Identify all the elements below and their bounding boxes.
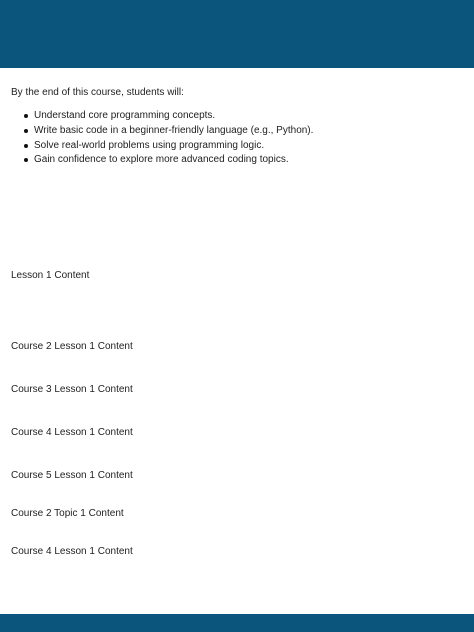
list-item [34,153,313,168]
lesson-content-2: Course 2 Lesson 1 Content [11,341,133,352]
objective-text: Gain confidence to explore more advanced coding topics. [34,154,289,166]
objective-text: Write basic code in a beginner-friendly language (e.g., Python). [34,124,314,136]
lesson-content-5: Course 5 Lesson 1 Content [11,470,133,481]
lesson-content-3: Course 3 Lesson 1 Content [11,384,133,395]
footer-bar [0,614,474,632]
lesson-content-1: Lesson 1 Content [11,270,90,281]
list-item [34,124,313,139]
bullet-icon [24,129,28,133]
objectives-list [11,109,313,168]
bullet-icon [24,144,28,148]
lesson-content-6: Course 4 Lesson 1 Content [11,546,133,557]
bullet-icon [24,114,28,118]
bullet-icon [24,158,28,162]
list-item [34,109,313,124]
intro-text: By the end of this course, students will: [11,87,184,98]
objective-text: Solve real-world problems using programming logic. [34,139,265,151]
topic-content-1: Course 2 Topic 1 Content [11,508,124,519]
list-item [34,139,313,154]
objective-text: Understand core programming concepts. [34,110,216,121]
header-bar [0,0,474,68]
lesson-content-4: Course 4 Lesson 1 Content [11,427,133,438]
